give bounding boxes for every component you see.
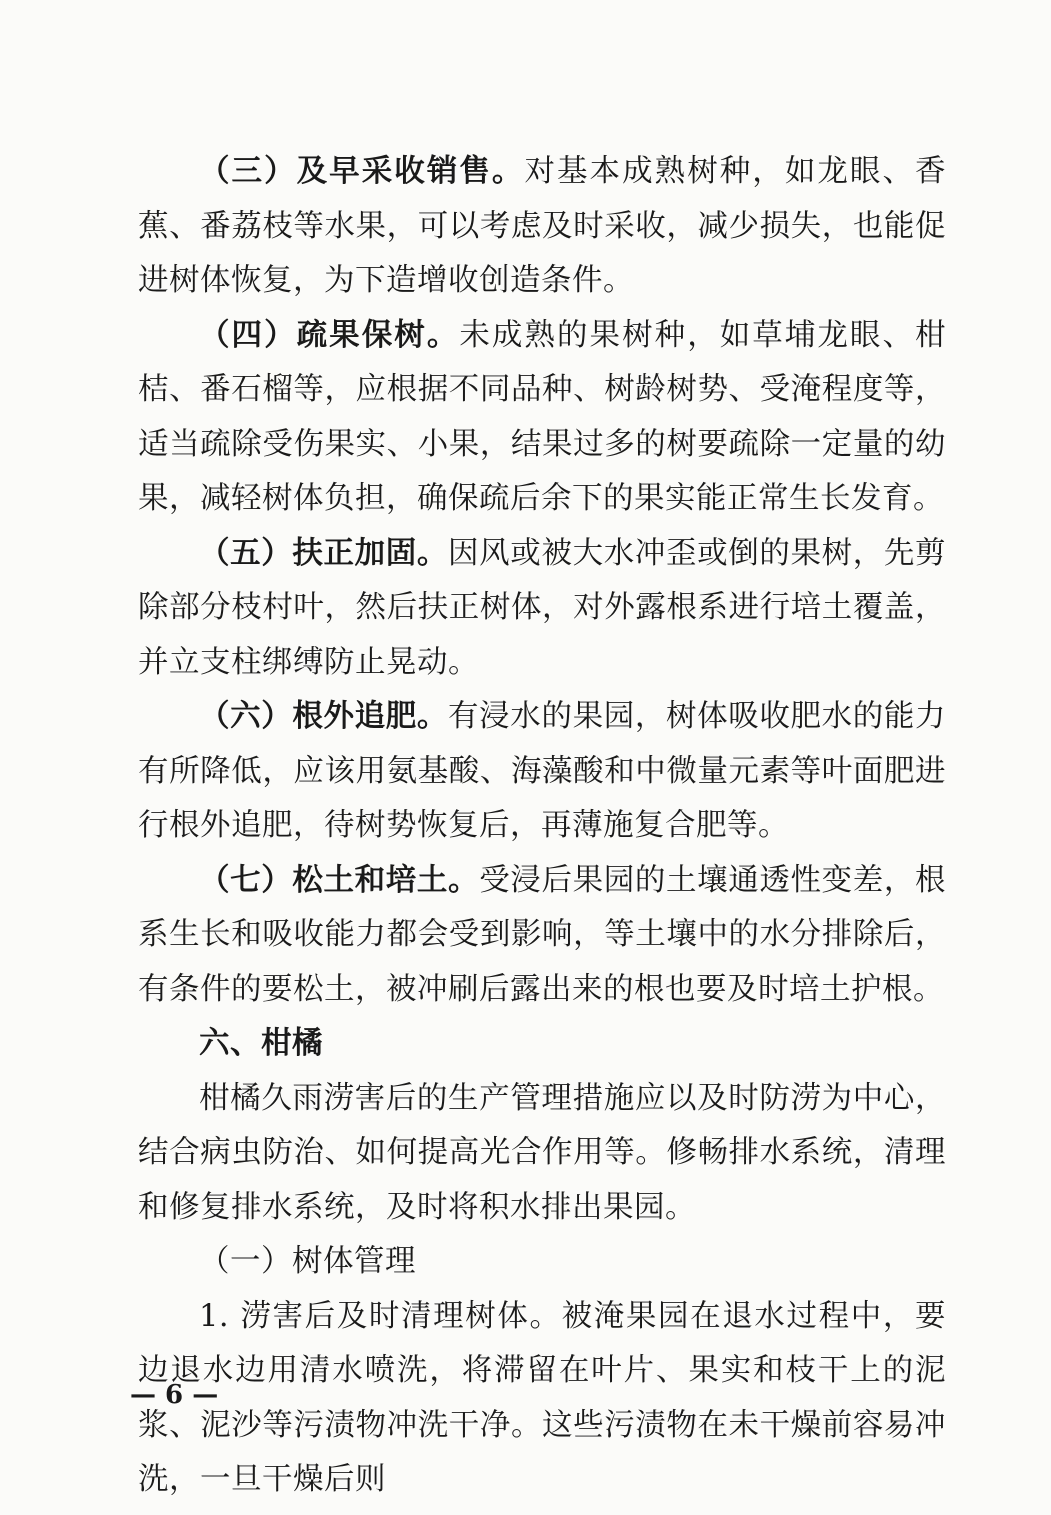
section-intro: 柑橘久雨涝害后的生产管理措施应以及时防涝为中心，结合病虫防治、如何提高光合作用等。修畅排水系统，清理和修复排水系统，及时将积水排出果园。 xyxy=(138,1080,946,1225)
paragraph-lead: （四）疏果保树。 xyxy=(199,317,460,353)
item-1-paragraph: 1. 涝害后及时清理树体。被淹果园在退水过程中，要边退水边用清水喷洗，将滞留在叶片、果实和枝干上的泥浆、泥沙等污渍物冲洗干净。这些污渍物在未干燥前容易冲洗，一旦干燥后则 xyxy=(138,1298,946,1497)
section-heading: 六、柑橘 xyxy=(199,1026,323,1061)
paragraph-lead: （五）扶正加固。 xyxy=(199,535,449,571)
paragraph-thin-fruit xyxy=(138,309,946,527)
paragraph-lead: （三）及早采收销售。 xyxy=(199,154,525,189)
document-body xyxy=(138,145,946,1508)
paragraph-text: 对基本成熟树种，如龙眼、香蕉、番荔枝等水果，可以考虑及时采收，减少损失，也能促进树体恢复，为下造增收创造条件。 xyxy=(138,154,947,298)
page-number: — 6 — xyxy=(130,1380,219,1410)
paragraph-text: 有浸水的果园，树体吸收肥水的能力有所降低，应该用氨基酸、海藻酸和中微量元素等叶面肥进行根外追肥，待树势恢复后，再薄施复合肥等。 xyxy=(138,699,947,843)
paragraph-harvest xyxy=(138,145,946,309)
paragraph-lead: （六）根外追肥。 xyxy=(199,699,449,734)
paragraph-text: 受浸后果园的土壤通透性变差，根系生长和吸收能力都会受到影响，等土壤中的水分排除后，有条件的要松土，被冲刷后露出来的根也要及时培土护根。 xyxy=(138,862,947,1007)
paragraph-lead: （七）松土和培土。 xyxy=(199,862,480,898)
subheading: （一）树体管理 xyxy=(199,1244,416,1279)
paragraph-text: 未成熟的果树种，如草埔龙眼、柑桔、番石榴等，应根据不同品种、树龄树势、受淹程度等，适当疏除受伤果实、小果，结果过多的树要疏除一定量的幼果，减轻树体负担，确保疏后余下的果实能正常生长发育。 xyxy=(138,317,947,516)
paragraph-loosen-soil xyxy=(138,854,946,1018)
paragraph-reinforce xyxy=(138,527,946,691)
paragraph-foliar-fertilizer xyxy=(138,690,946,854)
paragraph-text: 因风或被大水冲歪或倒的果树，先剪除部分枝村叶，然后扶正树体，对外露根系进行培土覆盖，并立支柱绑缚防止晃动。 xyxy=(138,535,947,680)
